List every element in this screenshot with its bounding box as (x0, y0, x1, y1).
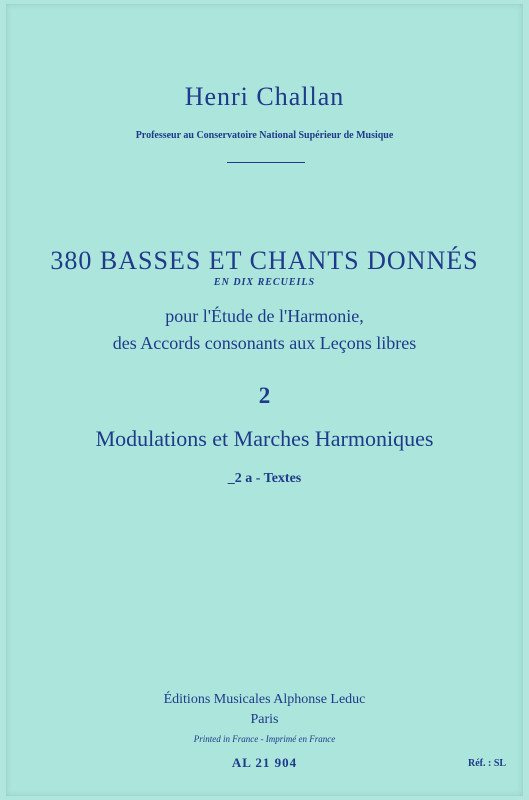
author-position: Professeur au Conservatoire National Supérieur de Musique (135, 130, 394, 141)
printed-notice: Printed in France - Imprimé en France (193, 734, 336, 744)
publisher-city: Paris (250, 712, 279, 727)
catalog-number: AL 21 904 (231, 755, 298, 770)
volume-title: Modulations et Marches Harmoniques (95, 426, 434, 451)
reference-code: Réf. : SL (468, 758, 507, 769)
collection-note: EN DIX RECUEILS (213, 277, 316, 288)
description-line-2: des Accords consonants aux Leçons libres (112, 333, 417, 353)
description-line-1: pour l'Étude de l'Harmonie, (165, 306, 364, 326)
work-title: 380 BASSES ET CHANTS DONNÉS (50, 246, 479, 275)
author-name: Henri Challan (184, 82, 345, 111)
sub-volume-label: _2 a - Textes (227, 471, 302, 486)
divider-rule (227, 162, 305, 163)
publisher-name: Éditions Musicales Alphonse Leduc (163, 692, 366, 707)
volume-number: 2 (258, 383, 271, 408)
